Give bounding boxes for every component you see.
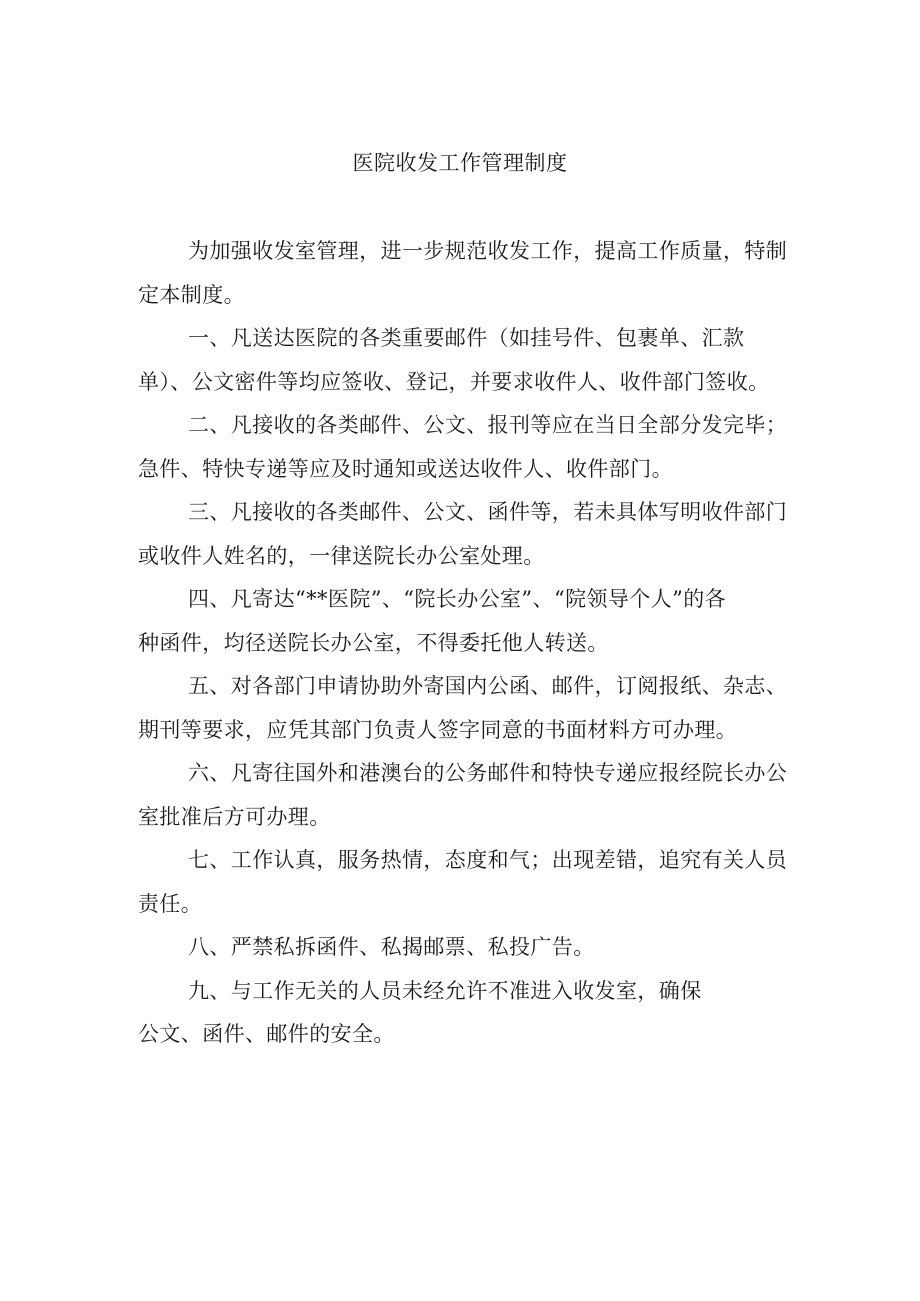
paragraph-line: 一、凡送达医院的各类重要邮件（如挂号件、包裹单、汇款 [188, 326, 745, 350]
paragraph-line: 二、凡接收的各类邮件、公文、报刊等应在当日全部分发完毕； [188, 413, 788, 437]
document-body [138, 230, 788, 1057]
paragraph-line: 六、凡寄往国外和港澳台的公务邮件和特快专递应报经院长办公 [188, 761, 788, 785]
paragraph-line: 七、工作认真，服务热情，态度和气；出现差错，追究有关人员 [188, 848, 788, 872]
paragraph-line: 九、与工作无关的人员未经允许不准进入收发室，确保 [188, 978, 702, 1003]
paragraph-item-8 [138, 926, 788, 970]
paragraph-item-3 [138, 491, 788, 578]
paragraph-line: 室批准后方可办理。 [138, 804, 331, 829]
paragraph-item-9 [138, 970, 788, 1057]
paragraph-line: 五、对各部门申请协助外寄国内公函、邮件，订阅报纸、杂志、 [188, 674, 788, 698]
paragraph-line: 责任。 [138, 891, 203, 916]
paragraph-item-4 [138, 578, 788, 665]
paragraph-line: 八、严禁私拆函件、私揭邮票、私投广告。 [188, 935, 595, 959]
paragraph-line: 期刊等要求，应凭其部门负责人签字同意的书面材料方可办理。 [138, 717, 738, 742]
paragraph-item-7 [138, 839, 788, 926]
paragraph-item-1 [138, 317, 788, 404]
paragraph-intro [138, 230, 788, 317]
paragraph-item-2 [138, 404, 788, 491]
paragraph-item-5 [138, 665, 788, 752]
paragraph-line: 种函件，均径送院长办公室，不得委托他人转送。 [138, 630, 609, 655]
document-title: 医院收发工作管理制度 [352, 151, 568, 175]
paragraph-line: 或收件人姓名的，一律送院长办公室处理。 [138, 543, 545, 568]
paragraph-line: 三、凡接收的各类邮件、公文、函件等，若未具体写明收件部门 [188, 500, 788, 524]
paragraph-line: 公文、函件、邮件的安全。 [138, 1022, 395, 1046]
paragraph-line: 四、凡寄达“**医院”、“院长办公室”、“院领导个人”的各 [188, 587, 727, 611]
paragraph-line: 单）、公文密件等均应签收、登记，并要求收件人、收件部门签收。 [138, 369, 770, 394]
paragraph-line: 定本制度。 [138, 282, 245, 307]
paragraph-line: 急件、特快专递等应及时通知或送达收件人、收件部门。 [138, 456, 673, 481]
paragraph-line: 为加强收发室管理，进一步规范收发工作，提高工作质量，特制 [188, 239, 788, 263]
paragraph-item-6 [138, 752, 788, 839]
